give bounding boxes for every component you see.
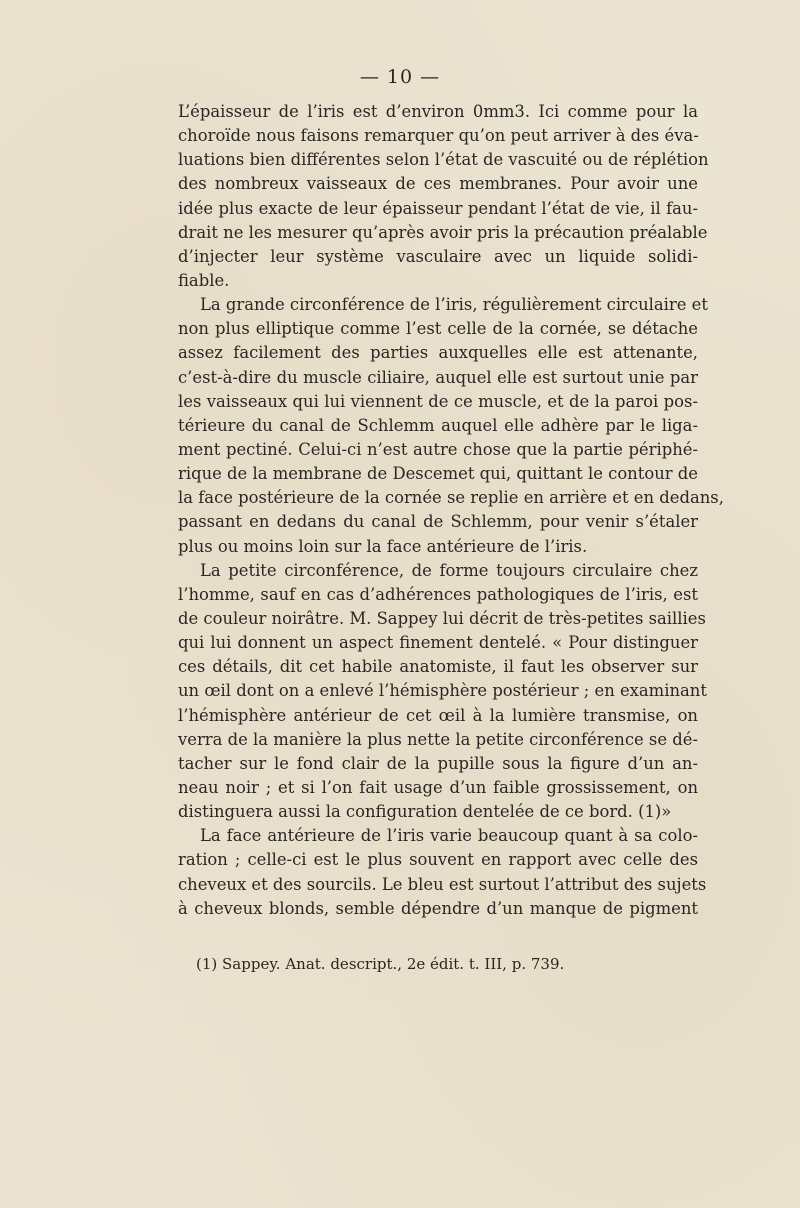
text-line: fiable. (178, 270, 230, 290)
text-line: l’hémisphère antérieur de cet œil à la lumière transmise, on (178, 705, 698, 725)
page-number: — 10 — (359, 66, 441, 88)
text-line: la face postérieure de la cornée se replie en arrière et en dedans, (178, 488, 724, 508)
text-line: un œil dont on a enlevé l’hémisphère postérieur ; en examinant (178, 681, 707, 701)
text-line: idée plus exacte de leur épaisseur pendant l’état de vie, il fau- (178, 198, 698, 218)
text-line: La face antérieure de l’iris varie beaucoup quant à sa colo- (200, 826, 698, 846)
text-line: qui lui donnent un aspect finement dentelé. « Pour distinguer (178, 633, 698, 653)
text-line: non plus elliptique comme l’est celle de la cornée, se détache (178, 319, 698, 339)
text-line: La grande circonférence de l’iris, régulièrement circulaire et (200, 295, 708, 315)
text-line: ces détails, dit cet habile anatomiste, il faut les observer sur (178, 657, 698, 677)
text-line: neau noir ; et si l’on fait usage d’un faible grossissement, on (178, 777, 698, 797)
text-line: passant en dedans du canal de Schlemm, pour venir s’étaler (178, 512, 698, 532)
text-line: des nombreux vaisseaux de ces membranes. Pour avoir une (178, 174, 698, 194)
text-line: La petite circonférence, de forme toujours circulaire chez (200, 560, 698, 580)
text-line: ment pectiné. Celui-ci n’est autre chose que la partie périphé- (178, 439, 698, 459)
text-line: c’est-à-dire du muscle ciliaire, auquel elle est surtout unie par (178, 367, 698, 387)
text-line: les vaisseaux qui lui viennent de ce muscle, et de la paroi pos- (178, 391, 698, 411)
text-line: L’épaisseur de l’iris est d’environ 0mm3. Ici comme pour la (178, 102, 698, 121)
text-line: verra de la manière la plus nette la petite circonférence se dé- (178, 729, 698, 749)
text-line: luations bien différentes selon l’état de vascuité ou de réplétion (178, 150, 709, 170)
text-line: plus ou moins loin sur la face antérieure de l’iris. (178, 536, 588, 556)
text-line: térieure du canal de Schlemm auquel elle adhère par le liga- (178, 415, 698, 435)
text-line: drait ne les mesurer qu’après avoir pris la précaution préalable (178, 222, 708, 242)
text-line: cheveux et des sourcils. Le bleu est surtout l’attribut des sujets (178, 874, 707, 894)
text-line: d’injecter leur système vasculaire avec un liquide solidi- (178, 246, 698, 266)
text-line: l’homme, sauf en cas d’adhérences pathologiques de l’iris, est (178, 584, 698, 604)
paragraph-1 (178, 100, 709, 293)
text-block (178, 100, 724, 921)
text-line: choroïde nous faisons remarquer qu’on peut arriver à des éva- (178, 126, 699, 146)
text-line: rique de la membrane de Descemet qui, quittant le contour de (178, 464, 698, 484)
paragraph-4 (178, 824, 707, 921)
text-line: de couleur noirâtre. M. Sappey lui décrit de très-petites saillies (178, 608, 706, 628)
text-line: assez facilement des parties auxquelles elle est attenante, (178, 343, 698, 363)
text-line: à cheveux blonds, semble dépendre d’un manque de pigment (178, 898, 698, 918)
text-line: ration ; celle-ci est le plus souvent en rapport avec celle des (178, 850, 698, 870)
text-line: distinguera aussi la configuration dentelée de ce bord. (1)» (178, 802, 672, 822)
paragraph-3 (178, 559, 707, 825)
paragraph-2 (178, 293, 724, 559)
footnote: (1) Sappey. Anat. descript., 2e édit. t. III, p. 739. (196, 955, 565, 973)
text-line: tacher sur le fond clair de la pupille sous la figure d’un an- (178, 753, 698, 773)
